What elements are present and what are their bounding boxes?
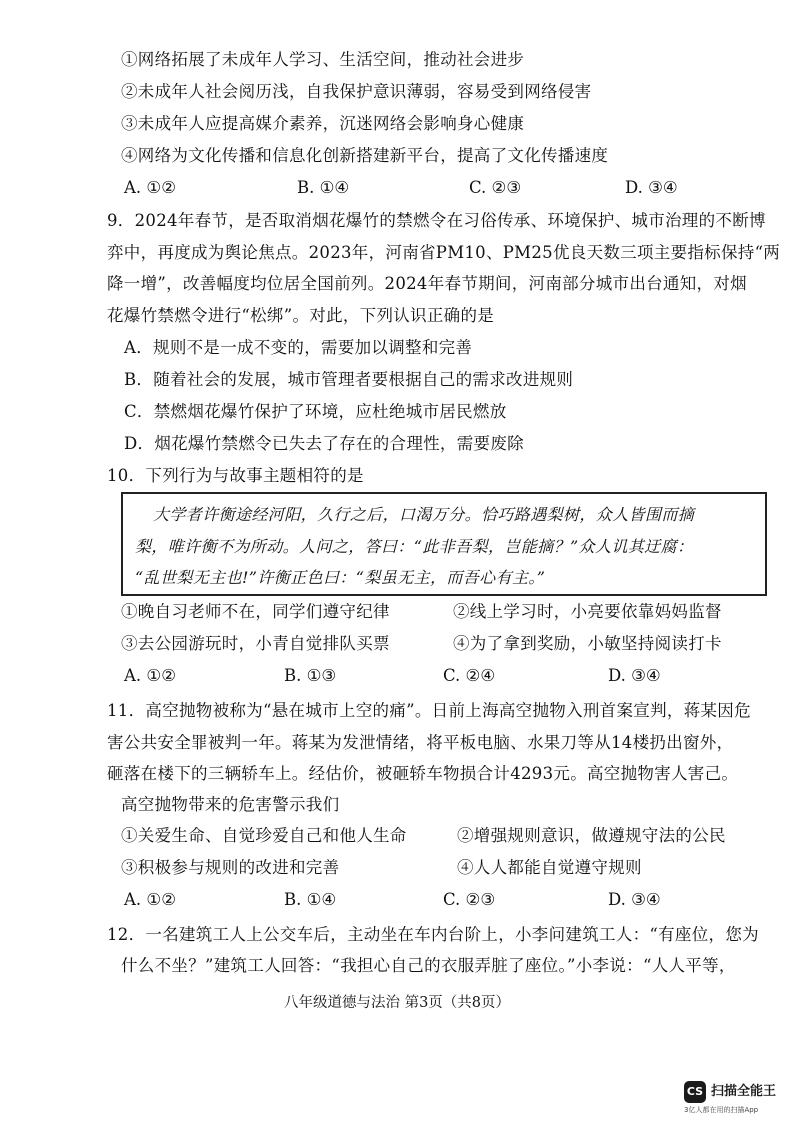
q8-statement-3: ③未成年人应提高媒介素养，沉迷网络会影响身心健康: [121, 114, 525, 133]
q9-option-d: D．烟花爆竹禁燃令已失去了存在的合理性，需要废除: [124, 434, 524, 453]
scanner-logo: [684, 1081, 794, 1121]
q9-stem-line-4: 花爆竹禁燃令进行“松绑”。对此，下列认识正确的是: [107, 306, 495, 325]
q8-statement-2: ②未成年人社会阅历浅，自我保护意识薄弱，容易受到网络侵害: [121, 82, 592, 101]
q11-statement-1: ①关爱生命、自觉珍爱自己和他人生命: [121, 826, 407, 845]
q10-option-a: A. ①②: [124, 666, 176, 685]
scanner-app-name: 扫描全能王: [711, 1084, 777, 1099]
q11-stem-line-2: 害公共安全罪被判一年。蒋某为发泄情绪，将平板电脑、水果刀等从14楼扔出窗外，: [107, 733, 734, 752]
q12-stem-line-2: 什么不坐？”建筑工人回答：“我担心自己的衣服弄脏了座位。”小李说：“人人平等，: [121, 956, 736, 975]
q8-option-c: C. ②③: [469, 178, 522, 197]
q9-option-b: B．随着社会的发展，城市管理者要根据自己的需求改进规则: [124, 370, 574, 389]
q11-option-c: C. ②③: [443, 890, 496, 909]
q11-stem-line-1: 11．高空抛物被称为“悬在城市上空的痛”。日前上海高空抛物入刑首案宣判，蒋某因危: [107, 701, 751, 720]
q10-story-line-2: 梨，唯许衡不为所动。人问之，答曰：“此非吾梨，岂能摘？”众人讥其迂腐：: [135, 537, 694, 556]
page-footer: 八年级道德与法治 第3页（共8页）: [283, 995, 511, 1011]
q8-statement-4: ④网络为文化传播和信息化创新搭建新平台，提高了文化传播速度: [121, 146, 609, 165]
q11-statement-2: ②增强规则意识，做遵规守法的公民: [457, 826, 726, 845]
q9-option-c: C．禁燃烟花爆竹保护了环境，应杜绝城市居民燃放: [124, 402, 507, 421]
q10-option-d: D. ③④: [608, 666, 661, 685]
q10-statement-4: ④为了拿到奖励，小敏坚持阅读打卡: [453, 634, 722, 653]
scanner-tagline: 3亿人都在用的扫描App: [684, 1106, 759, 1114]
scanner-badge-icon: CS: [684, 1081, 706, 1103]
q10-story-line-1: 大学者许衡途经河阳，久行之后，口渴万分。恰巧路遇梨树，众人皆围而摘: [153, 505, 695, 524]
q10-option-c: C. ②④: [443, 666, 496, 685]
q10-option-b: B. ①③: [284, 666, 337, 685]
q8-option-b: B. ①④: [297, 178, 350, 197]
q11-option-d: D. ③④: [608, 890, 661, 909]
q11-stem-line-3: 砸落在楼下的三辆轿车上。经估价，被砸轿车物损合计4293元。高空抛物害人害己。: [107, 764, 739, 783]
q10-stem: 10．下列行为与故事主题相符的是: [107, 466, 364, 485]
q10-statement-2: ②线上学习时，小亮要依靠妈妈监督: [453, 602, 722, 621]
q10-statement-1: ①晚自习老师不在，同学们遵守纪律: [121, 602, 390, 621]
q11-option-b: B. ①④: [284, 890, 337, 909]
q10-story-box: [121, 492, 767, 596]
q8-option-d: D. ③④: [625, 178, 678, 197]
q11-stem-line-4: 高空抛物带来的危害警示我们: [121, 795, 340, 814]
q9-option-a: A．规则不是一成不变的，需要加以调整和完善: [124, 338, 473, 357]
q11-statement-3: ③积极参与规则的改进和完善: [121, 858, 340, 877]
q8-statement-1: ①网络拓展了未成年人学习、生活空间，推动社会进步: [121, 50, 525, 69]
q11-option-a: A. ①②: [124, 890, 176, 909]
q9-stem-line-2: 弈中，再度成为舆论焦点。2023年，河南省PM10、PM25优良天数三项主要指标保持“两: [107, 243, 781, 262]
q8-option-a: A. ①②: [124, 178, 176, 197]
q10-story-line-3: “乱世梨无主也!”许衡正色曰：“梨虽无主，而吾心有主。”: [135, 568, 546, 587]
q9-stem-line-3: 降一增”，改善幅度均位居全国前列。2024年春节期间，河南部分城市出台通知，对烟: [107, 274, 747, 293]
q12-stem-line-1: 12．一名建筑工人上公交车后，主动坐在车内台阶上，小李问建筑工人：“有座位，您为: [107, 925, 759, 944]
q10-statement-3: ③去公园游玩时，小青自觉排队买票: [121, 634, 390, 653]
q11-statement-4: ④人人都能自觉遵守规则: [457, 858, 642, 877]
q9-stem-line-1: 9．2024年春节，是否取消烟花爆竹的禁燃令在习俗传承、环境保护、城市治理的不断博: [107, 211, 766, 230]
